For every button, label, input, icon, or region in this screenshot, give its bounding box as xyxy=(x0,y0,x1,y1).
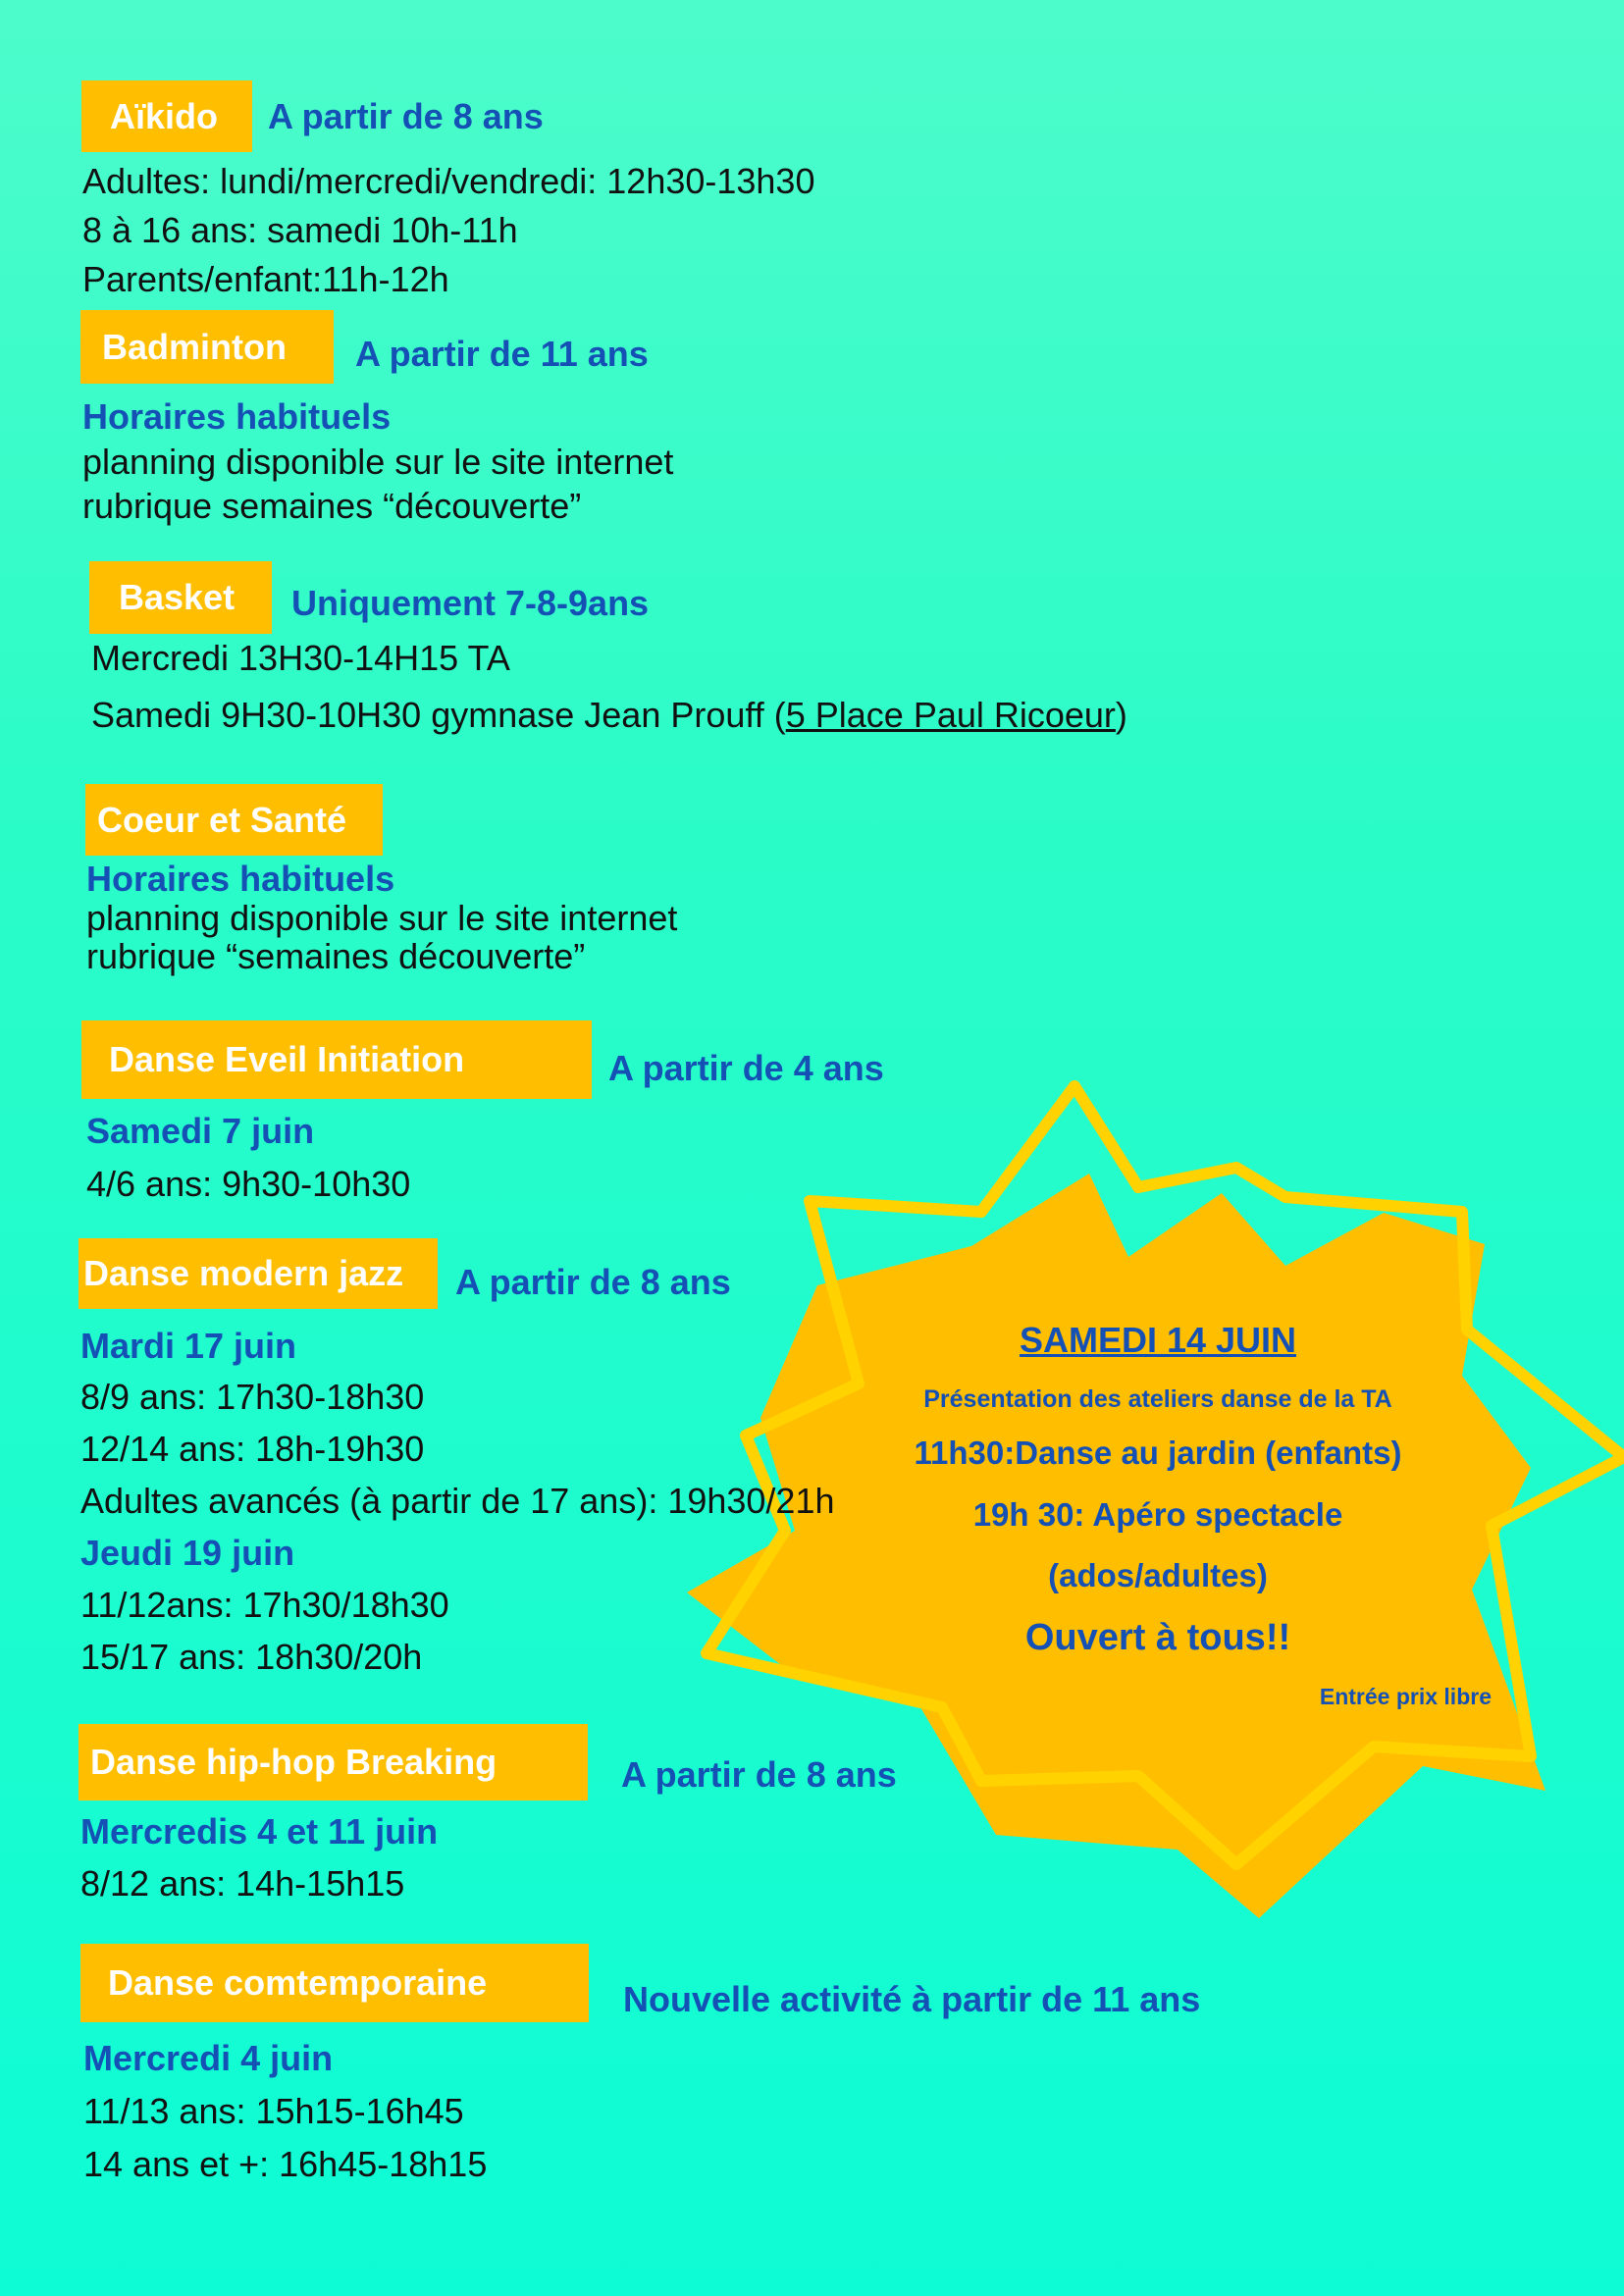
aikido-line-2: 8 à 16 ans: samedi 10h-11h xyxy=(82,210,518,250)
badminton-line-1: planning disponible sur le site internet xyxy=(82,442,674,482)
danse-contemporaine-subtitle: Mercredi 4 juin xyxy=(83,2038,334,2078)
starburst-fill xyxy=(687,1174,1545,1918)
basket-line-1: Mercredi 13H30-14H15 TA xyxy=(91,638,510,678)
danse-hiphop-label xyxy=(79,1724,588,1800)
danse-eveil-age: A partir de 4 ans xyxy=(608,1048,884,1088)
aikido-label xyxy=(81,80,252,152)
badminton-age: A partir de 11 ans xyxy=(355,334,649,374)
danse-jazz-label-text: Danse modern jazz xyxy=(83,1253,404,1293)
danse-jazz-line-2: 12/14 ans: 18h-19h30 xyxy=(80,1429,425,1469)
danse-contemporaine-age: Nouvelle activité à partir de 11 ans xyxy=(623,1979,1201,2019)
burst-line-2: 19h 30: Apéro spectacle xyxy=(972,1496,1343,1533)
coeur-sante-label xyxy=(85,784,383,856)
danse-jazz-line-1: 8/9 ans: 17h30-18h30 xyxy=(80,1377,425,1417)
danse-contemporaine-label xyxy=(80,1944,589,2022)
danse-jazz-age: A partir de 8 ans xyxy=(455,1262,731,1302)
danse-contemporaine-line-1: 11/13 ans: 15h15-16h45 xyxy=(83,2091,464,2131)
danse-jazz-subtitle-2: Jeudi 19 juin xyxy=(80,1533,295,1573)
coeur-sante-line-1: planning disponible sur le site internet xyxy=(86,898,678,938)
danse-hiphop-subtitle: Mercredis 4 et 11 juin xyxy=(80,1811,439,1852)
badminton-subtitle: Horaires habituels xyxy=(82,396,392,437)
basket-line-2-prefix: Samedi 9H30-10H30 gymnase Jean Prouff ( xyxy=(91,695,786,735)
danse-eveil-label-text: Danse Eveil Initiation xyxy=(109,1039,465,1079)
danse-contemporaine-label-text: Danse comtemporaine xyxy=(108,1962,488,2003)
basket-line-2-suffix: ) xyxy=(1115,695,1127,735)
coeur-sante-line-2: rubrique “semaines découverte” xyxy=(86,936,586,976)
basket-age: Uniquement 7-8-9ans xyxy=(291,583,650,623)
danse-hiphop-line-1: 8/12 ans: 14h-15h15 xyxy=(80,1863,405,1904)
badminton-line-2: rubrique semaines “découverte” xyxy=(82,486,582,526)
aikido-line-3: Parents/enfant:11h-12h xyxy=(82,259,449,299)
burst-line-4: Ouvert à tous!! xyxy=(1024,1617,1291,1658)
danse-contemporaine-line-2: 14 ans et +: 16h45-18h15 xyxy=(83,2144,488,2184)
danse-eveil-subtitle: Samedi 7 juin xyxy=(86,1111,315,1151)
address-link[interactable]: 5 Place Paul Ricoeur xyxy=(785,695,1116,735)
danse-eveil-line-1: 4/6 ans: 9h30-10h30 xyxy=(86,1164,411,1204)
danse-hiphop-label-text: Danse hip-hop Breaking xyxy=(90,1742,498,1782)
burst-line-1: 11h30:Danse au jardin (enfants) xyxy=(914,1435,1402,1471)
danse-jazz-line-4: 11/12ans: 17h30/18h30 xyxy=(80,1585,449,1625)
burst-subtitle: Présentation des ateliers danse de la TA xyxy=(923,1385,1392,1413)
basket-label xyxy=(89,561,272,634)
burst-line-3: (ados/adultes) xyxy=(1048,1557,1268,1593)
coeur-sante-label-text: Coeur et Santé xyxy=(97,799,347,840)
badminton-label-text: Badminton xyxy=(102,326,287,367)
burst-title: SAMEDI 14 JUIN xyxy=(1019,1320,1297,1360)
aikido-age: A partir de 8 ans xyxy=(268,96,544,136)
basket-line-2 xyxy=(91,695,1127,736)
danse-eveil-label xyxy=(81,1020,592,1099)
basket-label-text: Basket xyxy=(119,577,236,617)
danse-jazz-line-3: Adultes avancés (à partir de 17 ans): 19h30/21h xyxy=(80,1481,835,1521)
aikido-label-text: Aïkido xyxy=(110,95,219,136)
burst-note: Entrée prix libre xyxy=(1319,1684,1492,1709)
danse-jazz-line-5: 15/17 ans: 18h30/20h xyxy=(80,1637,423,1677)
danse-jazz-subtitle-1: Mardi 17 juin xyxy=(80,1326,297,1366)
badminton-label xyxy=(80,310,334,384)
danse-hiphop-age: A partir de 8 ans xyxy=(621,1754,897,1795)
danse-jazz-label xyxy=(79,1238,438,1309)
coeur-sante-subtitle: Horaires habituels xyxy=(86,859,395,899)
aikido-line-1: Adultes: lundi/mercredi/vendredi: 12h30-13h30 xyxy=(82,161,815,201)
